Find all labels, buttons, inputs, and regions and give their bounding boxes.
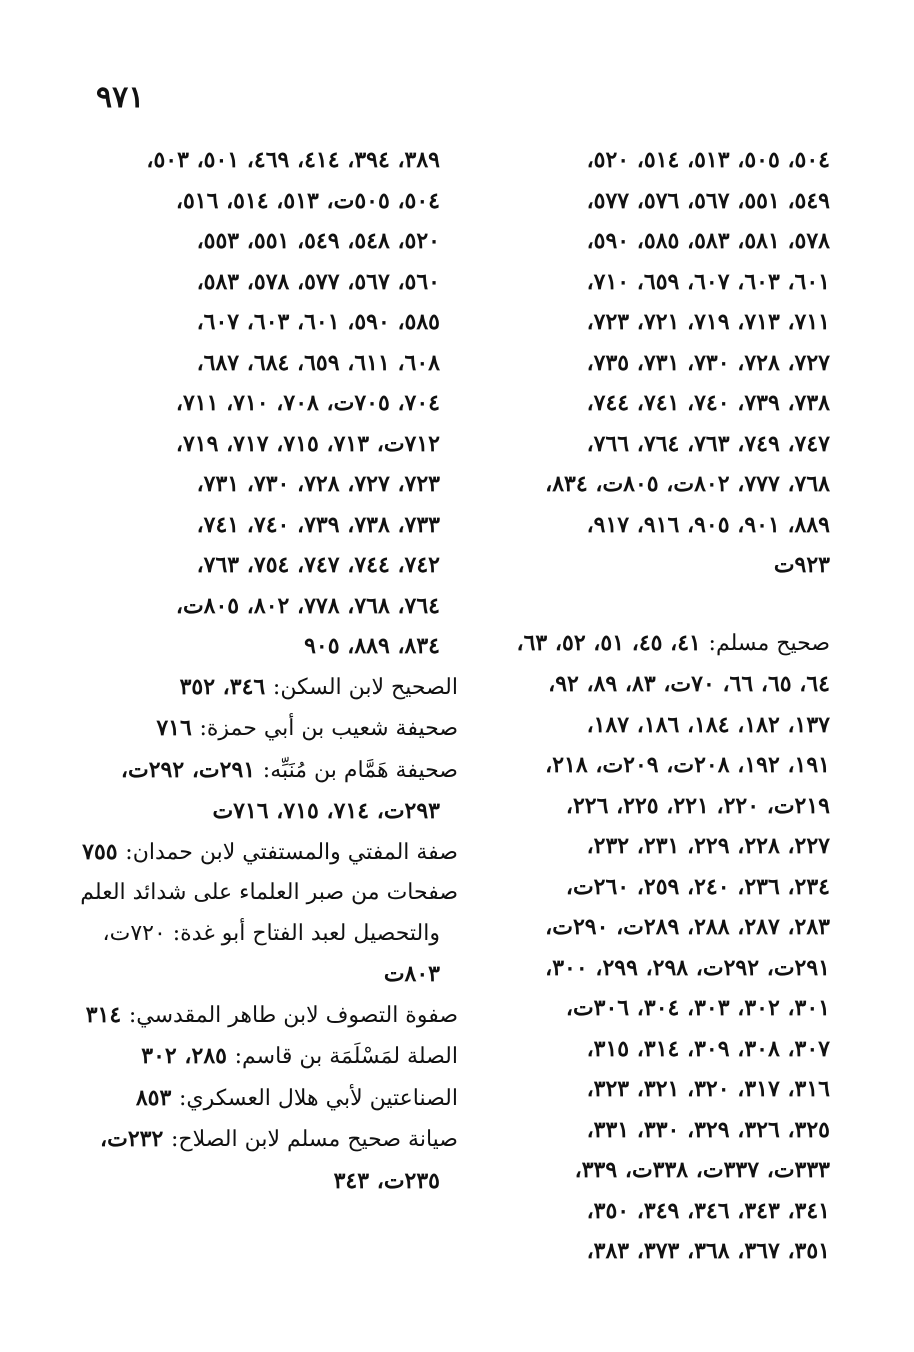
index-line: ٧٢٣، ٧٢٧، ٧٢٨، ٧٣٠، ٧٣١،: [196, 471, 440, 497]
index-line: ٥٨٥، ٥٩٠، ٦٠١، ٦٠٣، ٦٠٧،: [196, 309, 440, 335]
index-line: ٧٦٨، ٧٧٧، ٨٠٢ت، ٨٠٥ت، ٨٣٤،: [545, 471, 830, 497]
index-line: ٣٠٧، ٣٠٨، ٣٠٩، ٣١٤، ٣١٥،: [586, 1035, 830, 1062]
index-entry: [108, 750, 458, 792]
index-line: ٦٠٨، ٦١١، ٦٥٩، ٦٨٤، ٦٨٧،: [196, 349, 440, 376]
index-entry: [108, 708, 458, 750]
index-entry: [108, 667, 458, 709]
index-line: ٨٣٤، ٨٨٩، ٩٠٥: [304, 633, 440, 659]
index-line: ٢٢٧، ٢٢٨، ٢٢٩، ٢٣١، ٢٣٢،: [586, 833, 830, 859]
index-line: ١٣٧، ١٨٢، ١٨٤، ١٨٦، ١٨٧،: [586, 711, 830, 738]
entry-title: الصلة لمَسْلَمَة بن قاسم:: [234, 1044, 458, 1069]
index-line: ٣٣٣ت، ٣٣٧ت، ٣٣٨ت، ٣٣٩،: [574, 1157, 830, 1183]
entry-pages: ٧١٦: [156, 715, 192, 741]
index-entry: [108, 1078, 458, 1120]
index-line: ٣٨٩، ٣٩٤، ٤١٤، ٤٦٩، ٥٠١، ٥٠٣،: [146, 147, 440, 173]
entry-pages: ٢٣٢ت،: [100, 1126, 164, 1152]
entry-pages: ٤١، ٤٥، ٥١، ٥٢، ٦٣،: [516, 629, 701, 656]
index-line: ٧٠٤، ٧٠٥ت، ٧٠٨، ٧١٠، ٧١١،: [175, 390, 440, 416]
index-line: ٥٧٨، ٥٨١، ٥٨٣، ٥٨٥، ٥٩٠،: [586, 228, 830, 254]
entry-title: صحيفة شعيب بن أبي حمزة:: [199, 716, 458, 741]
entry-pages: ٣١٤: [85, 1001, 122, 1028]
index-line: ٥٠٤، ٥٠٥، ٥١٣، ٥١٤، ٥٢٠،: [586, 147, 830, 173]
index-entry: [82, 832, 458, 874]
index-line: ٥٠٤، ٥٠٥ت، ٥١٣، ٥١٤، ٥١٦،: [175, 187, 440, 214]
index-line: ٢٩١ت، ٢٩٢ت، ٢٩٨، ٢٩٩، ٣٠٠،: [545, 954, 830, 981]
index-column-right: [500, 140, 830, 1272]
entry-gap: [500, 586, 830, 623]
index-line: ٥٢٠، ٥٤٨، ٥٤٩، ٥٥١، ٥٥٣،: [196, 228, 440, 254]
index-line: ٣٢٥، ٣٢٦، ٣٢٩، ٣٣٠، ٣٣١،: [586, 1116, 830, 1143]
index-line: ٦٠١، ٦٠٣، ٦٠٧، ٦٥٩، ٧١٠،: [586, 268, 830, 295]
entry-title: الصناعتين لأبي هلال العسكري:: [178, 1085, 458, 1111]
index-line: ٧٣٨، ٧٣٩، ٧٤٠، ٧٤١، ٧٤٤،: [586, 390, 830, 416]
entry-title: صحيفة هَمَّام بن مُنَبِّه:: [262, 757, 458, 783]
index-entry: [100, 1119, 458, 1161]
entry-title: صفوة التصوف لابن طاهر المقدسي:: [128, 1002, 458, 1028]
index-line: ٢٩٣ت، ٧١٤، ٧١٥، ٧١٦ت: [212, 798, 440, 824]
index-line: ٢٣٤، ٢٣٦، ٢٤٠، ٢٥٩، ٢٦٠ت،: [565, 873, 830, 900]
index-line: ٧٣٣، ٧٣٨، ٧٣٩، ٧٤٠، ٧٤١،: [196, 511, 440, 538]
index-line: ٢٣٥ت، ٣٤٣: [333, 1167, 440, 1194]
index-entry-sahih-muslim: [500, 623, 830, 665]
index-line: ١٩١، ١٩٢، ٢٠٨ت، ٢٠٩ت، ٢١٨،: [545, 752, 830, 778]
entry-pages: ٨٥٣: [135, 1084, 172, 1111]
index-line: ٣٠١، ٣٠٢، ٣٠٣، ٣٠٤، ٣٠٦ت،: [565, 995, 830, 1021]
entry-title: صحيح مسلم:: [708, 630, 830, 656]
index-line: ٧٤٢، ٧٤٤، ٧٤٧، ٧٥٤، ٧٦٣،: [196, 552, 440, 578]
page-number: ٩٧١: [96, 80, 145, 115]
index-line: ٧٦٤، ٧٦٨، ٧٧٨، ٨٠٢، ٨٠٥ت،: [175, 592, 440, 619]
entry-title: صفحات من صبر العلماء على شدائد العلم: [80, 880, 458, 905]
index-line: ٧٢٧، ٧٢٨، ٧٣٠، ٧٣١، ٧٣٥،: [586, 349, 830, 376]
index-line: ٧١١، ٧١٣، ٧١٩، ٧٢١، ٧٢٣،: [586, 309, 830, 335]
index-line: ٧٤٧، ٧٤٩، ٧٦٣، ٧٦٤، ٧٦٦،: [586, 430, 830, 457]
entry-title: الصحيح لابن السكن:: [272, 674, 458, 700]
entry-title: صفة المفتي والمستفتي لابن حمدان:: [125, 839, 458, 865]
index-line: والتحصيل لعبد الفتاح أبو غدة: ٧٢٠ت،: [102, 920, 440, 946]
index-line: ٢٨٣، ٢٨٧، ٢٨٨، ٢٨٩ت، ٢٩٠ت،: [545, 914, 830, 940]
index-line: ٩٢٣ت: [773, 552, 830, 578]
entry-pages: ٢٨٥، ٣٠٢: [141, 1043, 227, 1069]
entry-pages: ٧٥٥: [82, 838, 118, 865]
index-line: ٥٦٠، ٥٦٧، ٥٧٧، ٥٧٨، ٥٨٣،: [196, 268, 440, 295]
index-entry: [85, 995, 458, 1037]
index-line: ٨٨٩، ٩٠١، ٩٠٥، ٩١٦، ٩١٧،: [586, 511, 830, 538]
entry-pages: ٣٤٦، ٣٥٢: [179, 673, 266, 700]
index-line: ٣٥١، ٣٦٧، ٣٦٨، ٣٧٣، ٣٨٣،: [586, 1238, 830, 1264]
entry-title: صيانة صحيح مسلم لابن الصلاح:: [170, 1127, 458, 1152]
index-line: ٣١٦، ٣١٧، ٣٢٠، ٣٢١، ٣٢٣،: [586, 1076, 830, 1102]
index-entry: [108, 1036, 458, 1078]
index-line: ٥٤٩، ٥٥١، ٥٦٧، ٥٧٦، ٥٧٧،: [586, 187, 830, 214]
index-line: ٢١٩ت، ٢٢٠، ٢٢١، ٢٢٥، ٢٢٦،: [565, 792, 830, 819]
index-line: ٧١٢ت، ٧١٣، ٧١٥، ٧١٧، ٧١٩،: [175, 430, 440, 457]
index-column-left: [80, 140, 458, 1201]
index-line: ٦٤، ٦٥، ٦٦، ٧٠ت، ٨٣، ٨٩، ٩٢،: [548, 671, 830, 697]
index-line: ٨٠٣ت: [383, 961, 440, 987]
index-line: ٣٤١، ٣٤٣، ٣٤٦، ٣٤٩، ٣٥٠،: [586, 1197, 830, 1224]
entry-pages: ٢٩١ت، ٢٩٢ت،: [120, 756, 256, 783]
